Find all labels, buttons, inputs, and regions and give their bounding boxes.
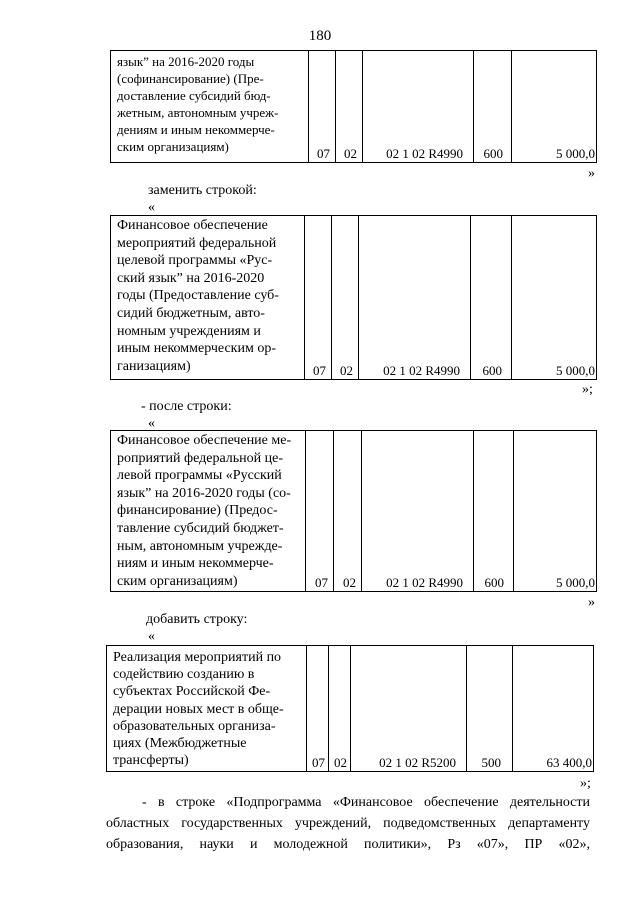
name-line: образовательных организа- bbox=[113, 718, 276, 734]
csr-value: 02 1 02 R4990 bbox=[383, 363, 460, 378]
name-line: ниям и иным некоммерче- bbox=[117, 556, 274, 572]
csr-cell bbox=[361, 431, 473, 591]
vr-value: 600 bbox=[483, 146, 503, 161]
page-number: 180 bbox=[308, 28, 332, 44]
csr-value: 02 1 02 R4990 bbox=[386, 146, 463, 161]
csr-cell bbox=[362, 51, 473, 162]
pr-value: 02 bbox=[343, 575, 356, 590]
name-line: целевой программы «Рус- bbox=[117, 253, 273, 269]
csr-cell bbox=[350, 646, 466, 771]
rz-value: 07 bbox=[317, 146, 330, 161]
name-line: сидий бюджетным, авто- bbox=[117, 305, 265, 321]
vr-cell bbox=[473, 51, 511, 162]
vr-value: 600 bbox=[484, 575, 504, 590]
name-line: циях (Межбюджетные bbox=[113, 736, 247, 752]
name-line: содействию созданию в bbox=[113, 667, 255, 683]
open-quote: « bbox=[148, 629, 155, 644]
name-line: Реализация мероприятий по bbox=[113, 650, 282, 665]
rz-value: 07 bbox=[315, 575, 328, 590]
instruction-text: - после строки: bbox=[141, 399, 232, 414]
close-quote: » bbox=[588, 595, 595, 610]
sum-value: 5 000,0 bbox=[556, 146, 595, 161]
close-quote: »; bbox=[580, 776, 591, 791]
name-line: жетным, автономным учреж- bbox=[117, 105, 279, 120]
name-line: ганизациям) bbox=[117, 358, 191, 374]
pr-value: 02 bbox=[334, 755, 347, 770]
paragraph-line: областных государственных учреждений, подведомственных департаменту bbox=[106, 816, 590, 831]
pr-cell bbox=[331, 216, 358, 379]
name-line: трансферты) bbox=[113, 753, 189, 769]
name-line: Финансовое обеспечение bbox=[117, 218, 268, 233]
rz-cell bbox=[306, 646, 328, 771]
name-line: годы (Предоставление суб- bbox=[117, 288, 279, 304]
sum-cell bbox=[511, 51, 598, 162]
budget-table-row bbox=[110, 50, 597, 163]
name-line: языкˮ на 2016-2020 годы bbox=[117, 54, 255, 69]
rz-cell bbox=[305, 431, 333, 591]
close-quote: »; bbox=[582, 382, 593, 397]
vr-value: 500 bbox=[481, 755, 501, 770]
rz-cell bbox=[304, 216, 331, 379]
open-quote: « bbox=[148, 200, 155, 215]
pr-cell bbox=[333, 431, 361, 591]
name-line: иным некоммерческим ор- bbox=[117, 341, 276, 357]
sum-value: 5 000,0 bbox=[556, 363, 595, 378]
open-quote: « bbox=[148, 416, 155, 431]
vr-value: 600 bbox=[482, 363, 502, 378]
csr-value: 02 1 02 R4990 bbox=[386, 575, 463, 590]
row-name-text bbox=[113, 649, 284, 769]
amendment-paragraph bbox=[106, 792, 590, 855]
instruction-text: добавить строку: bbox=[146, 612, 248, 627]
pr-value: 02 bbox=[344, 146, 357, 161]
csr-cell bbox=[358, 216, 470, 379]
sum-cell bbox=[513, 431, 598, 591]
name-line: Финансовое обеспечение ме- bbox=[117, 433, 292, 448]
csr-value: 02 1 02 R5200 bbox=[379, 755, 456, 770]
rz-value: 07 bbox=[313, 363, 326, 378]
pr-cell bbox=[335, 51, 362, 162]
name-line: субъектах Российской Фе- bbox=[113, 684, 271, 700]
name-line: финансирование) (Предос- bbox=[117, 503, 278, 519]
budget-table-row bbox=[110, 215, 597, 380]
rz-cell bbox=[308, 51, 335, 162]
vr-cell bbox=[473, 431, 513, 591]
budget-table-row bbox=[110, 430, 597, 592]
sum-cell bbox=[512, 646, 595, 771]
paragraph-line: образования, науки и молодежной политики», Рз «07», ПР «02», bbox=[106, 837, 590, 852]
row-name-text bbox=[117, 432, 291, 590]
close-quote: » bbox=[588, 166, 595, 181]
pr-value: 02 bbox=[340, 363, 353, 378]
name-line: языкˮ на 2016-2020 годы (со- bbox=[117, 485, 291, 501]
name-line: номным учреждениям и bbox=[117, 323, 261, 339]
name-line: дерации новых мест в обще- bbox=[113, 701, 284, 717]
paragraph-line: - в строке «Подпрограмма «Финансовое обеспечение деятельности bbox=[142, 795, 590, 810]
name-line: левой программы «Русский bbox=[117, 468, 282, 484]
name-line: ским организациям) bbox=[117, 573, 238, 589]
name-line: тавление субсидий бюджет- bbox=[117, 520, 284, 536]
row-name-text bbox=[117, 53, 279, 155]
row-name-text bbox=[117, 217, 279, 375]
name-line: ским организациям) bbox=[117, 139, 229, 154]
budget-table-row bbox=[106, 645, 594, 772]
name-line: ным, автономным учрежде- bbox=[117, 538, 283, 554]
name-line: мероприятий федеральной bbox=[117, 235, 277, 251]
name-line: дениям и иным некоммерче- bbox=[117, 122, 275, 137]
vr-cell bbox=[466, 646, 512, 771]
name-line: роприятий федеральной це- bbox=[117, 450, 284, 466]
name-line: (софинансирование) (Пре- bbox=[117, 71, 264, 86]
name-line: доставление субсидий бюд- bbox=[117, 88, 271, 103]
rz-value: 07 bbox=[312, 755, 325, 770]
instruction-text: заменить строкой: bbox=[148, 183, 257, 198]
sum-cell bbox=[511, 216, 598, 379]
pr-cell bbox=[328, 646, 350, 771]
vr-cell bbox=[470, 216, 511, 379]
sum-value: 63 400,0 bbox=[546, 755, 592, 770]
sum-value: 5 000,0 bbox=[556, 575, 595, 590]
name-line: ский языкˮ на 2016-2020 bbox=[117, 270, 265, 286]
